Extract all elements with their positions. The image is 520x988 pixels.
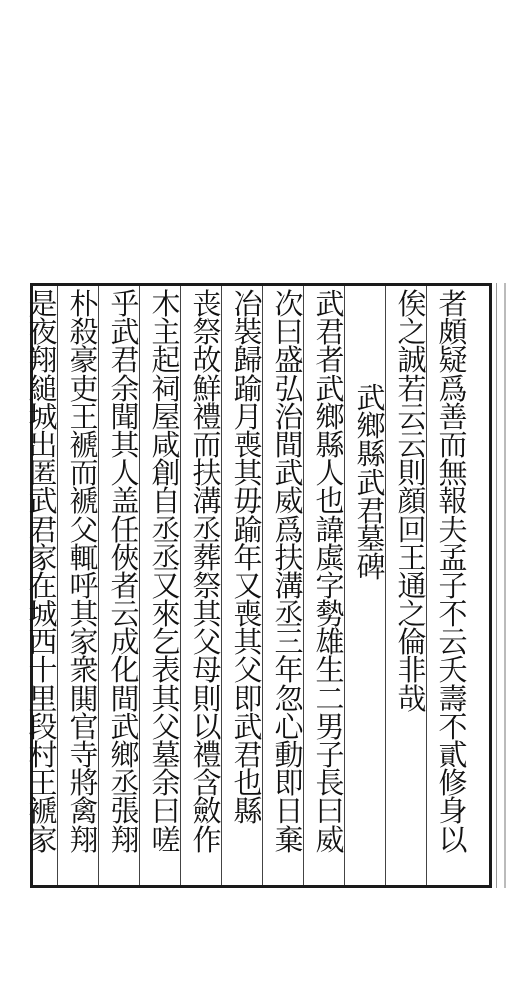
text-column-3 <box>356 286 386 981</box>
glyph: 之 <box>397 597 427 632</box>
text-column-8 <box>151 286 181 887</box>
glyph: 而 <box>438 427 468 462</box>
glyph: 王 <box>397 540 427 575</box>
glyph: 鄉 <box>110 738 140 772</box>
glyph: 勢 <box>315 597 345 632</box>
glyph: 夫 <box>438 512 468 547</box>
glyph: 非 <box>397 653 427 688</box>
glyph: 而 <box>192 427 222 462</box>
glyph: 表 <box>151 653 181 688</box>
glyph: 歸 <box>233 343 263 378</box>
glyph: 君 <box>315 315 345 350</box>
glyph: 若 <box>397 371 427 406</box>
glyph: 禮 <box>192 399 222 434</box>
glyph: 成 <box>110 625 140 660</box>
glyph: 墓 <box>356 521 386 556</box>
glyph: 鄉 <box>356 409 386 444</box>
glyph: 禮 <box>192 738 222 772</box>
glyph: 祭 <box>192 568 222 603</box>
glyph: 弘 <box>274 371 304 406</box>
glyph: 其 <box>192 597 222 632</box>
text-column-7 <box>192 286 222 887</box>
glyph: 夭 <box>438 653 468 688</box>
glyph: 不 <box>438 597 468 632</box>
glyph: 翔 <box>28 343 58 378</box>
glyph: 輒 <box>69 540 99 575</box>
glyph: 誠 <box>397 343 427 378</box>
glyph: 則 <box>192 681 222 716</box>
glyph: 丧 <box>192 287 222 321</box>
text-column-11 <box>28 286 58 887</box>
glyph: 孟 <box>438 540 468 575</box>
glyph: 起 <box>151 343 181 378</box>
glyph: 長 <box>315 766 345 801</box>
glyph: 其 <box>151 681 181 716</box>
glyph: 祭 <box>192 315 222 350</box>
glyph: 夜 <box>28 315 58 350</box>
glyph: 以 <box>438 822 468 857</box>
glyph: 云 <box>438 625 468 660</box>
glyph: 貳 <box>438 738 468 772</box>
glyph: 鮮 <box>192 371 222 406</box>
glyph: 翔 <box>110 822 140 857</box>
glyph: 君 <box>233 738 263 772</box>
glyph: 縣 <box>315 427 345 462</box>
glyph: 即 <box>233 681 263 716</box>
glyph: 衆 <box>69 653 99 688</box>
glyph: 縣 <box>233 794 263 829</box>
glyph: 聞 <box>110 399 140 434</box>
glyph: 西 <box>28 625 58 660</box>
glyph: 屋 <box>151 399 181 434</box>
glyph: 威 <box>274 484 304 519</box>
glyph: 三 <box>274 625 304 660</box>
glyph: 褫 <box>28 794 58 829</box>
glyph: 父 <box>151 709 181 744</box>
text-column-10 <box>69 286 99 887</box>
glyph: 丞 <box>151 512 181 547</box>
glyph: 溝 <box>274 568 304 603</box>
glyph: 踰 <box>233 512 263 547</box>
glyph: 褫 <box>69 484 99 519</box>
glyph: 次 <box>274 287 304 321</box>
glyph: 城 <box>28 399 58 434</box>
glyph: 而 <box>69 456 99 491</box>
glyph: 里 <box>28 681 58 716</box>
glyph: 在 <box>28 568 58 603</box>
glyph: 又 <box>233 568 263 603</box>
glyph: 將 <box>69 766 99 801</box>
glyph: 創 <box>151 456 181 491</box>
glyph: 墓 <box>151 738 181 772</box>
glyph: 喪 <box>233 597 263 632</box>
glyph: 縋 <box>28 371 58 406</box>
glyph: 城 <box>28 597 58 632</box>
text-column-9 <box>110 286 140 887</box>
glyph: 間 <box>274 427 304 462</box>
glyph: 武 <box>315 287 345 321</box>
glyph: 任 <box>110 512 140 547</box>
glyph: 余 <box>110 371 140 406</box>
glyph: 回 <box>397 512 427 547</box>
glyph: 報 <box>438 484 468 519</box>
glyph: 扶 <box>274 540 304 575</box>
glyph: 者 <box>438 287 468 321</box>
text-column-1 <box>438 286 468 887</box>
glyph: 咸 <box>151 427 181 462</box>
glyph: 也 <box>315 484 345 519</box>
glyph: 翔 <box>69 822 99 857</box>
glyph: 乞 <box>151 625 181 660</box>
glyph: 之 <box>397 315 427 350</box>
glyph: 丞 <box>151 540 181 575</box>
glyph: 月 <box>233 399 263 434</box>
glyph: 碑 <box>356 550 386 585</box>
glyph: 呼 <box>69 568 99 603</box>
glyph: 余 <box>151 766 181 801</box>
glyph: 即 <box>274 766 304 801</box>
glyph: 王 <box>69 399 99 434</box>
glyph: 字 <box>315 568 345 603</box>
glyph: 喪 <box>233 427 263 462</box>
glyph: 年 <box>274 653 304 688</box>
glyph: 來 <box>151 597 181 632</box>
glyph: 二 <box>315 681 345 716</box>
glyph: 雄 <box>315 625 345 660</box>
glyph: 父 <box>233 653 263 688</box>
glyph: 君 <box>356 493 386 528</box>
glyph: 武 <box>315 371 345 406</box>
glyph: 母 <box>192 653 222 688</box>
page-frame <box>30 283 492 888</box>
glyph: 武 <box>110 315 140 350</box>
glyph: 冶 <box>233 287 263 321</box>
glyph: 武 <box>28 484 58 519</box>
glyph: 扶 <box>192 456 222 491</box>
glyph: 虡 <box>315 540 345 575</box>
glyph: 其 <box>233 625 263 660</box>
glyph: 盖 <box>110 484 140 519</box>
glyph: 葬 <box>192 540 222 575</box>
glyph: 禽 <box>69 794 99 829</box>
glyph: 心 <box>274 709 304 744</box>
glyph: 踰 <box>233 371 263 406</box>
glyph: 者 <box>315 343 345 378</box>
glyph: 丞 <box>274 597 304 632</box>
glyph: 子 <box>438 568 468 603</box>
glyph: 通 <box>397 568 427 603</box>
fore-edge-margin <box>496 283 506 888</box>
glyph: 豪 <box>69 343 99 378</box>
glyph: 善 <box>438 399 468 434</box>
glyph: 治 <box>274 399 304 434</box>
glyph: 村 <box>28 738 58 772</box>
glyph: 以 <box>192 709 222 744</box>
glyph: 哉 <box>397 681 427 716</box>
glyph: 吏 <box>69 371 99 406</box>
glyph: 動 <box>274 738 304 772</box>
glyph: 也 <box>233 766 263 801</box>
glyph: 子 <box>315 738 345 772</box>
glyph: 曰 <box>151 794 181 829</box>
glyph: 顔 <box>397 484 427 519</box>
glyph: 是 <box>28 287 58 321</box>
glyph: 君 <box>110 343 140 378</box>
glyph: 主 <box>151 315 181 350</box>
glyph: 爲 <box>438 371 468 406</box>
glyph: 裝 <box>233 315 263 350</box>
glyph: 丞 <box>192 512 222 547</box>
glyph: 自 <box>151 484 181 519</box>
glyph: 含 <box>192 766 222 801</box>
glyph: 云 <box>397 427 427 462</box>
glyph: 威 <box>315 822 345 857</box>
glyph: 家 <box>28 822 58 857</box>
glyph: 殺 <box>69 315 99 350</box>
glyph: 父 <box>192 625 222 660</box>
glyph: 張 <box>110 794 140 829</box>
glyph: 其 <box>110 427 140 462</box>
text-column-5 <box>274 286 304 887</box>
glyph: 化 <box>110 653 140 688</box>
glyph: 武 <box>233 709 263 744</box>
glyph: 君 <box>28 512 58 547</box>
glyph: 武 <box>110 709 140 744</box>
glyph: 曰 <box>315 794 345 829</box>
glyph: 寺 <box>69 738 99 772</box>
glyph: 官 <box>69 709 99 744</box>
glyph: 身 <box>438 794 468 829</box>
glyph: 丞 <box>110 766 140 801</box>
glyph: 不 <box>438 709 468 744</box>
glyph: 朴 <box>69 287 99 321</box>
glyph: 人 <box>110 456 140 491</box>
glyph: 匿 <box>28 456 58 491</box>
glyph: 男 <box>315 709 345 744</box>
glyph: 壽 <box>438 681 468 716</box>
glyph: 盛 <box>274 343 304 378</box>
glyph: 鄉 <box>315 399 345 434</box>
glyph: 云 <box>397 399 427 434</box>
glyph: 武 <box>274 456 304 491</box>
glyph: 故 <box>192 343 222 378</box>
text-column-2 <box>397 286 427 887</box>
glyph: 父 <box>69 512 99 547</box>
glyph: 人 <box>315 456 345 491</box>
glyph: 出 <box>28 427 58 462</box>
glyph: 者 <box>110 568 140 603</box>
glyph: 倫 <box>397 625 427 660</box>
glyph: 十 <box>28 653 58 688</box>
glyph: 間 <box>110 681 140 716</box>
glyph: 諱 <box>315 512 345 547</box>
glyph: 疑 <box>438 343 468 378</box>
glyph: 家 <box>28 540 58 575</box>
glyph: 俠 <box>110 540 140 575</box>
glyph: 年 <box>233 540 263 575</box>
glyph: 武 <box>356 381 386 415</box>
glyph: 段 <box>28 709 58 744</box>
glyph: 褫 <box>69 427 99 462</box>
glyph: 生 <box>315 653 345 688</box>
glyph: 俟 <box>397 287 427 321</box>
glyph: 毋 <box>233 484 263 519</box>
glyph: 棄 <box>274 822 304 857</box>
glyph: 日 <box>274 794 304 829</box>
glyph: 曰 <box>274 315 304 350</box>
glyph: 溝 <box>192 484 222 519</box>
glyph: 修 <box>438 766 468 801</box>
glyph: 乎 <box>110 287 140 321</box>
glyph: 嗟 <box>151 822 181 857</box>
glyph: 其 <box>233 456 263 491</box>
glyph: 閧 <box>69 681 99 716</box>
glyph: 武 <box>356 465 386 500</box>
glyph: 又 <box>151 568 181 603</box>
glyph: 作 <box>192 822 222 857</box>
glyph: 王 <box>28 766 58 801</box>
glyph: 縣 <box>356 437 386 472</box>
glyph: 則 <box>397 456 427 491</box>
glyph: 斂 <box>192 794 222 829</box>
glyph: 家 <box>69 625 99 660</box>
glyph: 木 <box>151 287 181 321</box>
glyph: 無 <box>438 456 468 491</box>
text-column-4 <box>315 286 345 887</box>
glyph: 祠 <box>151 371 181 406</box>
glyph: 頗 <box>438 315 468 350</box>
text-column-6 <box>233 286 263 887</box>
glyph: 忽 <box>274 681 304 716</box>
glyph: 其 <box>69 597 99 632</box>
glyph: 云 <box>110 597 140 632</box>
glyph: 爲 <box>274 512 304 547</box>
